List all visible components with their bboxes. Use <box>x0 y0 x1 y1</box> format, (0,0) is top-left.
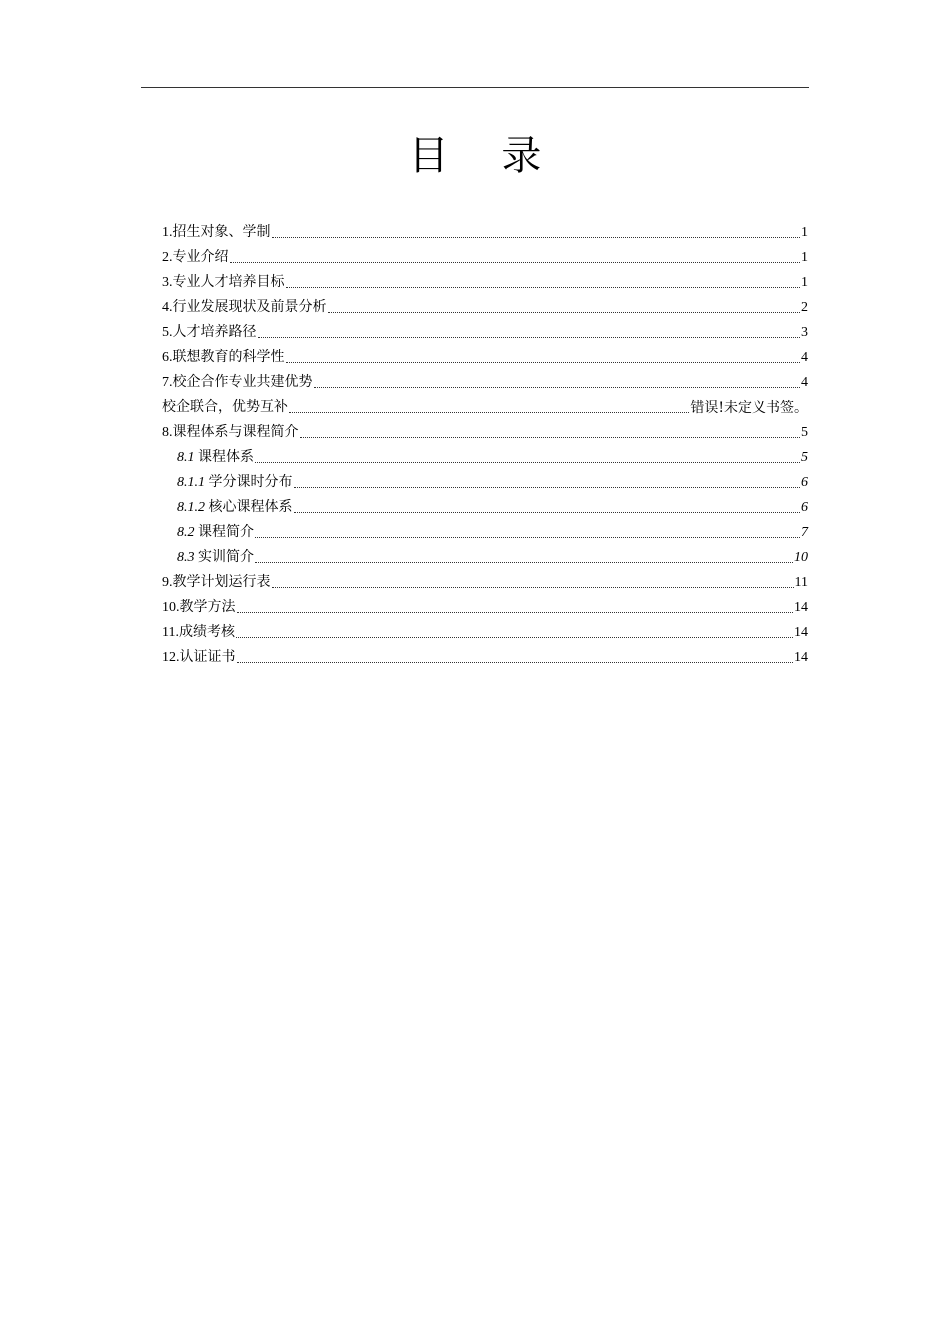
toc-page-number: 6 <box>801 500 808 515</box>
toc-entry[interactable] <box>162 418 808 443</box>
toc-entry-label <box>162 347 285 368</box>
toc-entry-number: 2. <box>162 250 173 265</box>
toc-entry-text: 核心课程体系 <box>208 499 293 515</box>
toc-page-number: 2 <box>801 300 808 315</box>
toc-dot-leader <box>300 437 801 438</box>
toc-dot-leader <box>237 662 794 663</box>
toc-entry-text: 课程体系 <box>198 449 254 465</box>
toc-page-number: 14 <box>794 650 808 665</box>
toc-page-number: 4 <box>801 350 808 365</box>
toc-entry-text: 成绩考核 <box>178 624 235 640</box>
toc-entry-label <box>162 572 271 593</box>
toc-entry-number: 11. <box>162 625 179 640</box>
toc-dot-leader <box>272 237 801 238</box>
toc-list <box>162 218 808 668</box>
toc-entry[interactable] <box>162 393 808 418</box>
toc-page-number: 11 <box>794 575 808 590</box>
toc-entry[interactable] <box>162 543 808 568</box>
toc-entry-text: 联想教育的科学性 <box>172 349 285 365</box>
toc-entry-text: 认证证书 <box>179 649 236 665</box>
toc-entry-number: 7. <box>162 375 173 390</box>
header-rule <box>141 87 809 88</box>
toc-entry-text: 专业介绍 <box>172 249 229 265</box>
toc-entry-text: 行业发展现状及前景分析 <box>172 299 327 315</box>
toc-entry-label <box>162 647 236 668</box>
toc-dot-leader <box>286 287 801 288</box>
toc-entry-label <box>177 447 254 468</box>
toc-entry[interactable] <box>162 643 808 668</box>
toc-entry-label <box>162 297 327 318</box>
toc-entry-number: 4. <box>162 300 173 315</box>
toc-entry-number: 5. <box>162 325 173 340</box>
toc-entry-text: 课程简介 <box>198 524 254 540</box>
toc-dot-leader <box>255 462 800 463</box>
page-title: 目 录 <box>408 133 562 179</box>
toc-entry-text: 教学方法 <box>179 599 236 615</box>
toc-entry-text: 招生对象、学制 <box>172 224 271 240</box>
toc-entry-text: 实训简介 <box>198 549 254 565</box>
toc-entry-number: 8.3 <box>177 550 198 565</box>
toc-dot-leader <box>289 412 689 413</box>
toc-entry[interactable] <box>162 293 808 318</box>
toc-entry-number: 8. <box>162 425 173 440</box>
toc-entry[interactable] <box>162 268 808 293</box>
toc-dot-leader <box>236 637 793 638</box>
toc-dot-leader <box>272 587 794 588</box>
toc-entry-label <box>162 322 257 343</box>
toc-entry-label <box>162 622 235 643</box>
toc-entry[interactable] <box>162 318 808 343</box>
toc-entry-number: 10. <box>162 600 180 615</box>
toc-entry-text: 人才培养路径 <box>172 324 257 340</box>
toc-page-number: 14 <box>794 625 808 640</box>
toc-dot-leader <box>255 537 800 538</box>
toc-entry[interactable] <box>162 493 808 518</box>
toc-entry[interactable] <box>162 218 808 243</box>
toc-entry-text: 课程体系与课程简介 <box>172 424 299 440</box>
toc-entry-label <box>162 222 271 243</box>
toc-entry-number: 12. <box>162 650 180 665</box>
toc-dot-leader <box>286 362 801 363</box>
toc-entry-number: 8.1.2 <box>177 500 209 515</box>
toc-entry-text: 学分课时分布 <box>208 474 293 490</box>
toc-dot-leader <box>328 312 801 313</box>
toc-entry-number: 8.1 <box>177 450 198 465</box>
toc-page-number: 5 <box>801 450 808 465</box>
toc-entry-text: 教学计划运行表 <box>172 574 271 590</box>
toc-entry-label <box>162 397 288 418</box>
toc-dot-leader <box>255 562 793 563</box>
toc-page-number: 14 <box>794 600 808 615</box>
toc-dot-leader <box>237 612 794 613</box>
toc-entry[interactable] <box>162 618 808 643</box>
toc-page-number: 1 <box>801 275 808 290</box>
toc-entry-label <box>162 247 229 268</box>
toc-entry-label <box>177 547 254 568</box>
toc-dot-leader <box>294 512 801 513</box>
toc-entry[interactable] <box>162 568 808 593</box>
toc-page-number: 1 <box>801 225 808 240</box>
toc-page-number: 7 <box>801 525 808 540</box>
toc-entry-number: 1. <box>162 225 173 240</box>
toc-entry-text: 校企合作专业共建优势 <box>172 374 313 390</box>
toc-entry[interactable] <box>162 443 808 468</box>
toc-entry-text: 校企联合，优势互补 <box>162 399 288 415</box>
toc-entry[interactable] <box>162 343 808 368</box>
toc-entry-label <box>162 372 313 393</box>
toc-entry-label <box>177 472 293 493</box>
toc-entry-label <box>177 522 254 543</box>
toc-dot-leader <box>258 337 801 338</box>
toc-page-number: 6 <box>801 475 808 490</box>
toc-page-number: 1 <box>801 250 808 265</box>
toc-page-number: 10 <box>794 550 808 565</box>
toc-page-number: 5 <box>801 425 808 440</box>
toc-entry[interactable] <box>162 593 808 618</box>
toc-entry-label <box>162 422 299 443</box>
toc-dot-leader <box>294 487 801 488</box>
toc-entry[interactable] <box>162 518 808 543</box>
toc-entry-number: 8.2 <box>177 525 198 540</box>
toc-page-number: 错误!未定义书签。 <box>690 400 808 416</box>
toc-entry-label <box>162 272 285 293</box>
toc-entry-text: 专业人才培养目标 <box>172 274 285 290</box>
toc-entry-number: 6. <box>162 350 173 365</box>
toc-dot-leader <box>230 262 801 263</box>
toc-page-number: 4 <box>801 375 808 390</box>
toc-entry[interactable] <box>162 468 808 493</box>
toc-entry[interactable] <box>162 243 808 268</box>
toc-entry-label <box>177 497 293 518</box>
toc-entry-number: 8.1.1 <box>177 475 209 490</box>
toc-page-number: 3 <box>801 325 808 340</box>
toc-entry[interactable] <box>162 368 808 393</box>
toc-entry-number: 9. <box>162 575 173 590</box>
toc-dot-leader <box>314 387 801 388</box>
toc-entry-number: 3. <box>162 275 173 290</box>
toc-entry-label <box>162 597 236 618</box>
